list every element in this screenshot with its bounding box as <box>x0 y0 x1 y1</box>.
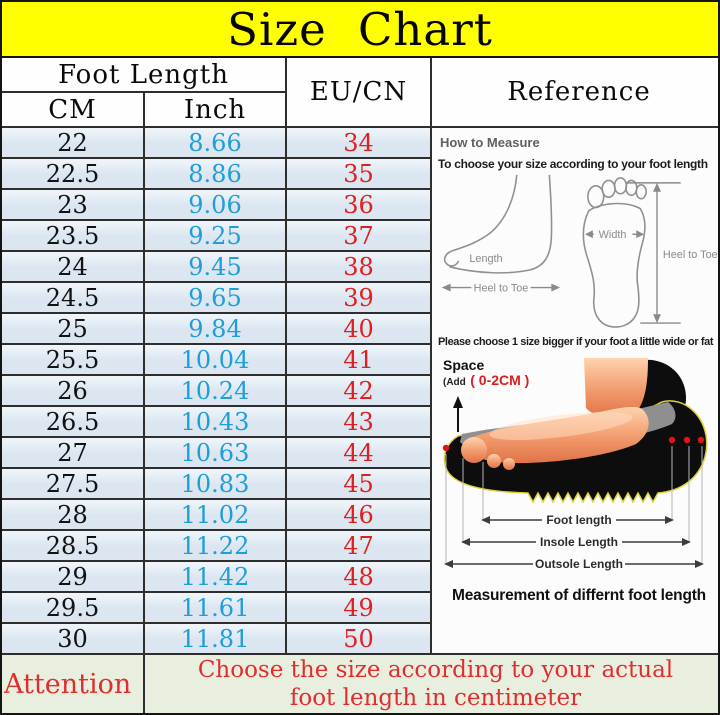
header-inch: Inch <box>145 93 285 126</box>
foot-measure-diagram <box>436 173 720 331</box>
inch-value: 10.83 <box>145 469 285 498</box>
eu-cn-value: 46 <box>287 500 430 529</box>
outsole-length-arrow-label: Outsole Length <box>535 557 623 571</box>
cm-value: 28 <box>2 500 143 529</box>
eu-cn-value: 50 <box>287 624 430 653</box>
cm-value: 27.5 <box>2 469 143 498</box>
inch-value: 10.43 <box>145 407 285 436</box>
size-table <box>2 58 718 713</box>
inch-value: 10.24 <box>145 376 285 405</box>
inch-value: 9.84 <box>145 314 285 343</box>
eu-cn-value: 42 <box>287 376 430 405</box>
inch-value: 11.22 <box>145 531 285 560</box>
inch-value: 11.61 <box>145 593 285 622</box>
reference-panel <box>432 128 720 653</box>
insole-length-arrow-label: Insole Length <box>540 535 618 549</box>
header-eu-cn: EU/CN <box>287 58 430 126</box>
cm-value: 25.5 <box>2 345 143 374</box>
heel-to-toe-label: Heel to Toe <box>473 282 529 295</box>
cm-value: 30 <box>2 624 143 653</box>
attention-message-line2: foot length in centimeter <box>289 685 582 711</box>
foot-length-arrow-label: Foot length <box>546 513 612 527</box>
inch-value: 9.65 <box>145 283 285 312</box>
eu-cn-value: 36 <box>287 190 430 219</box>
space-add-prefix: (Add <box>443 376 466 388</box>
width-label: Width <box>598 229 627 242</box>
measurement-caption: Measurement of differnt foot length <box>452 587 706 604</box>
eu-cn-value: 48 <box>287 562 430 591</box>
size-bigger-note: Please choose 1 size bigger if your foot a little wide or fat <box>438 336 714 348</box>
cm-value: 27 <box>2 438 143 467</box>
inch-value: 10.04 <box>145 345 285 374</box>
cm-value: 23.5 <box>2 221 143 250</box>
eu-cn-value: 49 <box>287 593 430 622</box>
inch-value: 8.86 <box>145 159 285 188</box>
inch-value: 9.25 <box>145 221 285 250</box>
cm-value: 22.5 <box>2 159 143 188</box>
eu-cn-value: 39 <box>287 283 430 312</box>
header-foot-length: Foot Length <box>2 58 285 91</box>
cm-value: 24.5 <box>2 283 143 312</box>
eu-cn-value: 34 <box>287 128 430 157</box>
eu-cn-value: 45 <box>287 469 430 498</box>
eu-cn-value: 41 <box>287 345 430 374</box>
space-label: Space <box>443 357 485 373</box>
eu-cn-value: 40 <box>287 314 430 343</box>
foot-length-measurement-diagram <box>436 358 720 605</box>
eu-cn-value: 38 <box>287 252 430 281</box>
inch-value: 8.66 <box>145 128 285 157</box>
cm-value: 24 <box>2 252 143 281</box>
inch-value: 11.02 <box>145 500 285 529</box>
attention-label: Attention <box>2 655 143 713</box>
how-to-measure-subheading: To choose your size according to your foot length <box>438 157 708 171</box>
page-title: Size Chart <box>2 2 718 58</box>
inch-value: 9.06 <box>145 190 285 219</box>
cm-value: 29.5 <box>2 593 143 622</box>
header-cm: CM <box>2 93 143 126</box>
inch-value: 10.63 <box>145 438 285 467</box>
header-reference: Reference <box>432 58 720 126</box>
eu-cn-value: 47 <box>287 531 430 560</box>
cm-value: 29 <box>2 562 143 591</box>
space-add-value: ( 0-2CM ) <box>470 371 530 388</box>
attention-message-line1: Choose the size according to your actual <box>197 656 674 683</box>
length-label: Length <box>469 252 503 265</box>
inch-value: 11.42 <box>145 562 285 591</box>
cm-value: 26 <box>2 376 143 405</box>
eu-cn-value: 37 <box>287 221 430 250</box>
foot-in-shoe-illustration <box>436 358 720 580</box>
space-annotation <box>443 358 529 389</box>
eu-cn-value: 43 <box>287 407 430 436</box>
inch-value: 9.45 <box>145 252 285 281</box>
cm-value: 26.5 <box>2 407 143 436</box>
inch-value: 11.81 <box>145 624 285 653</box>
cm-value: 28.5 <box>2 531 143 560</box>
heel-to-toe-vertical-label: Heel to Toe <box>662 248 718 261</box>
top-foot-outline <box>583 178 646 327</box>
cm-value: 22 <box>2 128 143 157</box>
eu-cn-value: 44 <box>287 438 430 467</box>
cm-value: 25 <box>2 314 143 343</box>
cm-value: 23 <box>2 190 143 219</box>
how-to-measure-heading: How to Measure <box>440 135 540 150</box>
eu-cn-value: 35 <box>287 159 430 188</box>
space-arrow <box>453 396 463 432</box>
attention-message <box>145 655 720 713</box>
